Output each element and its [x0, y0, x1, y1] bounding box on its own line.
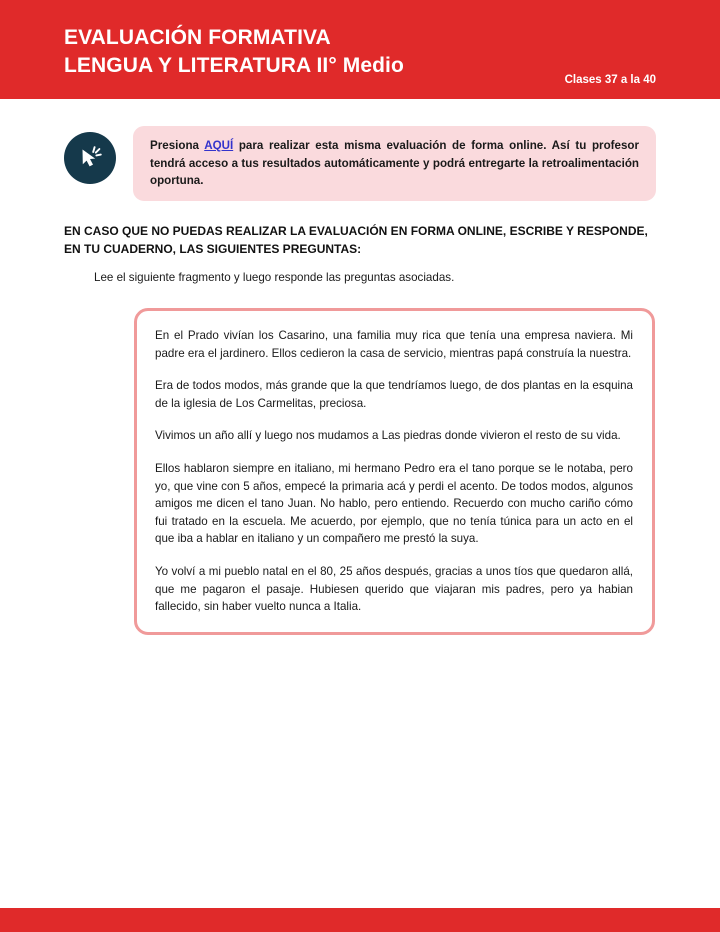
passage-paragraph: Ellos hablaron siempre en italiano, mi hermano Pedro era el tano porque se le notaba, pero yo, que vine con 5 años, empecé la primaria acá y perdi el acento. De todos modos, algunos amigos me dicen el tano Juan. No hablo, pero entiendo. Recuerdo con mucho cariño cómo fui tratado en la escuela. Me acuerdo, por ejemplo, que no tenía túnica para un acto en el que iba a hablar en italiano y un compañero me prestó la suya.: [155, 461, 633, 546]
page-header: [0, 0, 720, 99]
sub-instruction-text: Lee el siguiente fragmento y luego responde las preguntas asociadas.: [94, 271, 455, 284]
header-title-block: [64, 24, 404, 80]
reading-passage-box: [134, 308, 655, 635]
passage-paragraph: Yo volví a mi pueblo natal en el 80, 25 años después, gracias a unos tíos que quedaron allá, que me pagaron el pasaje. Hubiesen querido que viajaran mis padres, pero ya habian fallecido, sin haber vuelto nunca a Italia.: [155, 564, 633, 614]
online-evaluation-callout: [64, 126, 656, 198]
callout-text-after-link: para realizar esta misma evaluación de forma online. Así tu profesor tendrá acceso a tus resultados automáticamente y podrá entregarte la retroalimentación oportuna.: [150, 139, 640, 187]
aqui-link[interactable]: AQUÍ: [204, 139, 234, 152]
passage-paragraph: Vivimos un año allí y luego nos mudamos a Las piedras donde vivieron el resto de su vida.: [155, 429, 621, 443]
passage-paragraph: Era de todos modos, más grande que la que tendríamos luego, de dos plantas en la esquina de la iglesia de Los Carmelitas, preciosa.: [155, 379, 633, 410]
passage-paragraph: En el Prado vivían los Casarino, una familia muy rica que tenía una empresa naviera. Mi padre era el jardinero. Ellos cedieron la casa de servicio, mientras papá construía la nuestra.: [155, 329, 633, 360]
page-title-line-1: EVALUACIÓN FORMATIVA: [64, 26, 331, 49]
callout-text-before-link: Presiona: [150, 139, 205, 152]
page-title-line-2: LENGUA Y LITERATURA II° Medio: [64, 54, 404, 77]
callout-paragraph: [150, 137, 639, 190]
classes-range-label: Clases 37 a la 40: [564, 74, 656, 86]
callout-text-box: [133, 126, 656, 201]
page-footer: [0, 908, 720, 932]
click-cursor-icon: [64, 132, 116, 184]
main-instruction-text: EN CASO QUE NO PUEDAS REALIZAR LA EVALUACIÓN EN FORMA ONLINE, ESCRIBE Y RESPONDE, EN TU CUADERNO, LAS SIGUIENTES PREGUNTAS:: [64, 224, 648, 256]
